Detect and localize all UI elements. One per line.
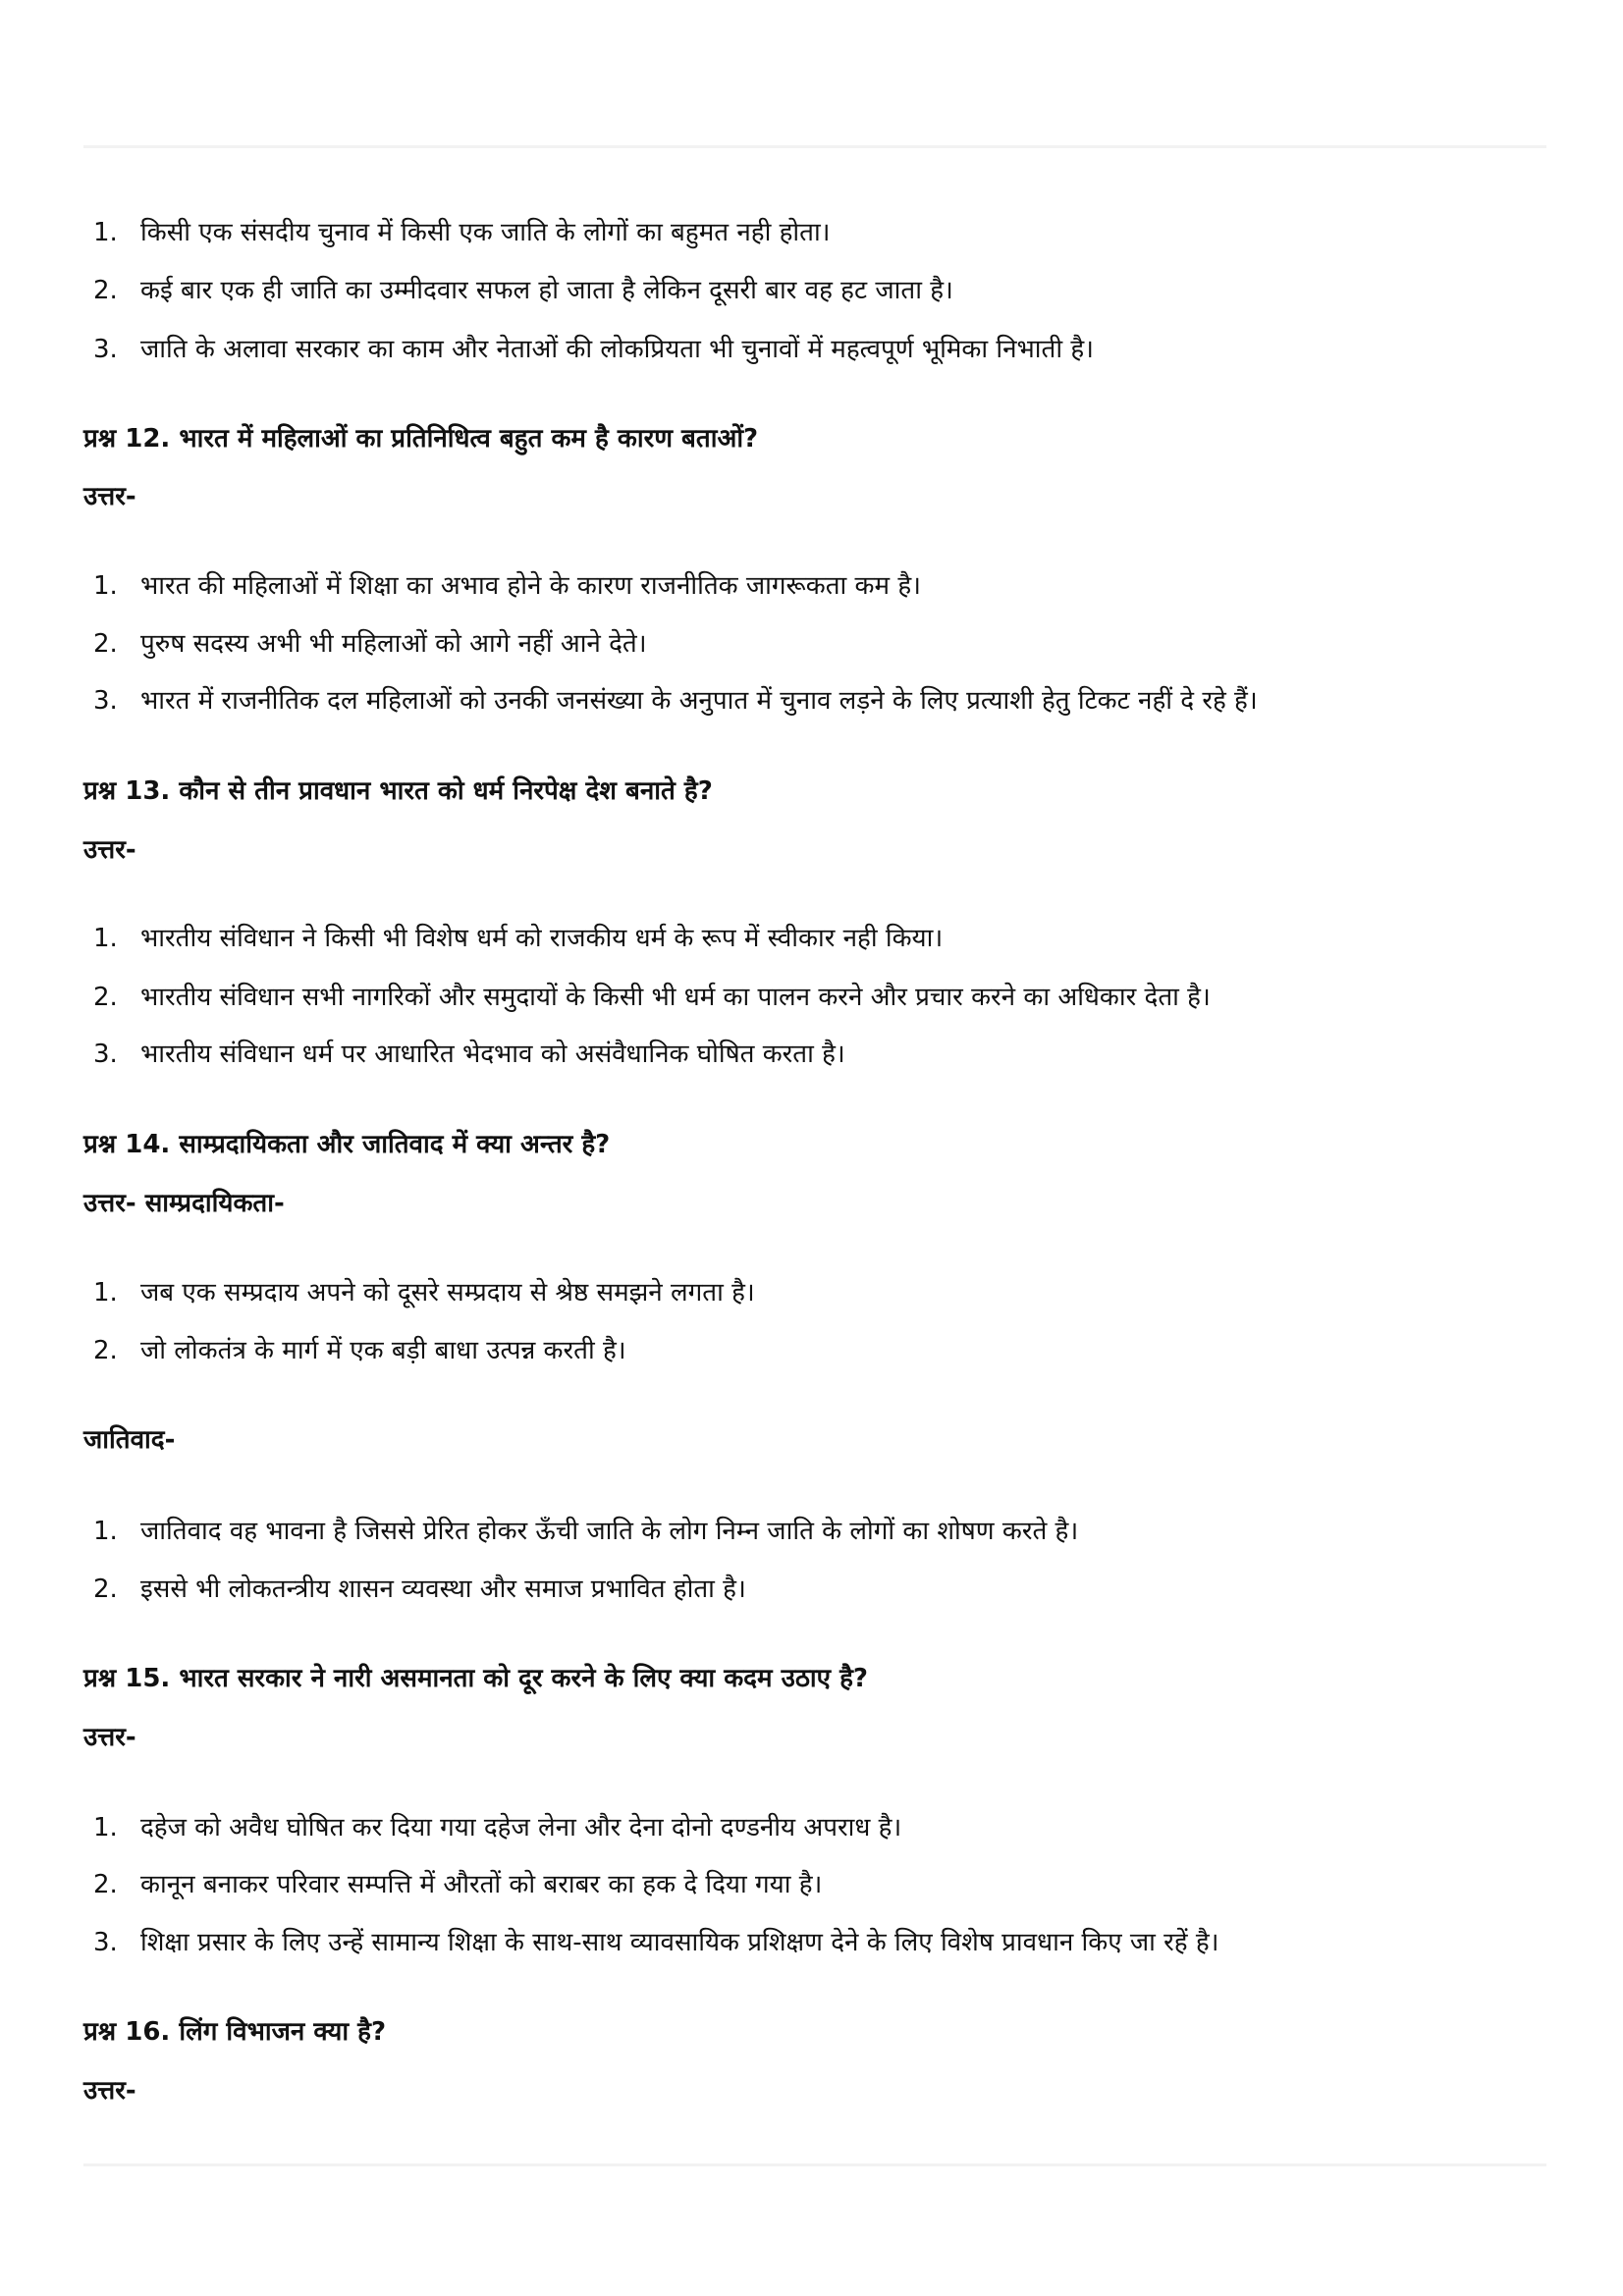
item-number: 1.: [93, 1278, 118, 1308]
top-divider: [83, 145, 1546, 148]
item-number: 3.: [93, 335, 118, 364]
answer-label: उत्तर-: [83, 835, 136, 865]
list-item: [93, 1808, 901, 1847]
list-item: [93, 624, 647, 664]
item-number: 2.: [93, 1336, 118, 1365]
list-item: [93, 1923, 1219, 1962]
answer-label: उत्तर-: [83, 1723, 136, 1752]
item-number: 3.: [93, 686, 118, 716]
question-15-heading: प्रश्न 15. भारत सरकार ने नारी असमानता को दूर करने के लिए क्या कदम उठाए है?: [83, 1664, 868, 1693]
sub-label-casteism: जातिवाद-: [83, 1425, 176, 1455]
item-text: भारत में राजनीतिक दल महिलाओं को उनकी जनसंख्या के अनुपात में चुनाव लड़ने के लिए प्रत्याशी हेतु टिकट नहीं दे रहे हैं।: [140, 686, 1258, 716]
list-item: [93, 1331, 626, 1370]
list-item: [93, 1273, 755, 1312]
item-number: 2.: [93, 1870, 118, 1899]
list-item: [93, 919, 943, 958]
item-text: भारतीय संविधान सभी नागरिकों और समुदायों के किसी भी धर्म का पालन करने और प्रचार करने का अधिकार देता है।: [140, 983, 1211, 1012]
item-text: शिक्षा प्रसार के लिए उन्हें सामान्य शिक्षा के साथ-साथ व्यावसायिक प्रशिक्षण देने के लिए विशेष प्रावधान किए जा रहें है।: [140, 1928, 1219, 1957]
item-text: जब एक सम्प्रदाय अपने को दूसरे सम्प्रदाय से श्रेष्ठ समझने लगता है।: [140, 1278, 755, 1308]
list-item: [93, 1035, 845, 1074]
answer-label: उत्तर-: [83, 2076, 136, 2106]
item-text: किसी एक संसदीय चुनाव में किसी एक जाति के लोगों का बहुमत नही होता।: [140, 218, 831, 247]
item-text: जाति के अलावा सरकार का काम और नेताओं की लोकप्रियता भी चुनावों में महत्वपूर्ण भूमिका निभाती है।: [140, 335, 1095, 364]
list-item: [93, 681, 1258, 721]
list-item: [93, 1570, 746, 1609]
item-number: 2.: [93, 629, 118, 659]
list-item: [93, 213, 831, 252]
item-text: भारत की महिलाओं में शिक्षा का अभाव होने के कारण राजनीतिक जागरूकता कम है।: [140, 571, 921, 601]
list-item: [93, 271, 953, 310]
list-item: [93, 1865, 822, 1904]
item-text: जातिवाद वह भावना है जिससे प्रेरित होकर ऊँची जाति के लोग निम्न जाति के लोगों का शोषण करते है।: [140, 1517, 1079, 1546]
question-14-heading: प्रश्न 14. साम्प्रदायिकता और जातिवाद में क्या अन्तर है?: [83, 1130, 611, 1159]
item-number: 2.: [93, 276, 118, 305]
item-text: भारतीय संविधान ने किसी भी विशेष धर्म को राजकीय धर्म के रूप में स्वीकार नही किया।: [140, 924, 944, 953]
item-number: 1.: [93, 218, 118, 247]
list-item: [93, 978, 1211, 1017]
item-number: 1.: [93, 924, 118, 953]
item-number: 1.: [93, 1517, 118, 1546]
item-text: पुरुष सदस्य अभी भी महिलाओं को आगे नहीं आने देते।: [140, 629, 647, 659]
item-number: 3.: [93, 1928, 118, 1957]
item-text: कानून बनाकर परिवार सम्पत्ति में औरतों को बराबर का हक दे दिया गया है।: [140, 1870, 823, 1899]
list-item: [93, 1512, 1078, 1551]
item-text: जो लोकतंत्र के मार्ग में एक बड़ी बाधा उत्पन्न करती है।: [140, 1336, 626, 1365]
question-16-heading: प्रश्न 16. लिंग विभाजन क्या है?: [83, 2017, 387, 2047]
item-text: कई बार एक ही जाति का उम्मीदवार सफल हो जाता है लेकिन दूसरी बार वह हट जाता है।: [140, 276, 953, 305]
list-item: [93, 566, 921, 606]
item-number: 1.: [93, 1813, 118, 1842]
question-13-heading: प्रश्न 13. कौन से तीन प्रावधान भारत को धर्म निरपेक्ष देश बनाते है?: [83, 776, 713, 806]
answer-label: उत्तर- साम्प्रदायिकता-: [83, 1189, 285, 1218]
bottom-divider: [83, 2163, 1546, 2166]
answer-label: उत्तर-: [83, 482, 136, 511]
item-number: 2.: [93, 1575, 118, 1604]
question-12-heading: प्रश्न 12. भारत में महिलाओं का प्रतिनिधित्व बहुत कम है कारण बताओं?: [83, 424, 759, 454]
item-number: 1.: [93, 571, 118, 601]
item-number: 3.: [93, 1040, 118, 1069]
item-text: भारतीय संविधान धर्म पर आधारित भेदभाव को असंवैधानिक घोषित करता है।: [140, 1040, 845, 1069]
item-text: दहेज को अवैध घोषित कर दिया गया दहेज लेना और देना दोनो दण्डनीय अपराध है।: [140, 1813, 902, 1842]
item-text: इससे भी लोकतन्त्रीय शासन व्यवस्था और समाज प्रभावित होता है।: [140, 1575, 746, 1604]
item-number: 2.: [93, 983, 118, 1012]
list-item: [93, 330, 1094, 369]
